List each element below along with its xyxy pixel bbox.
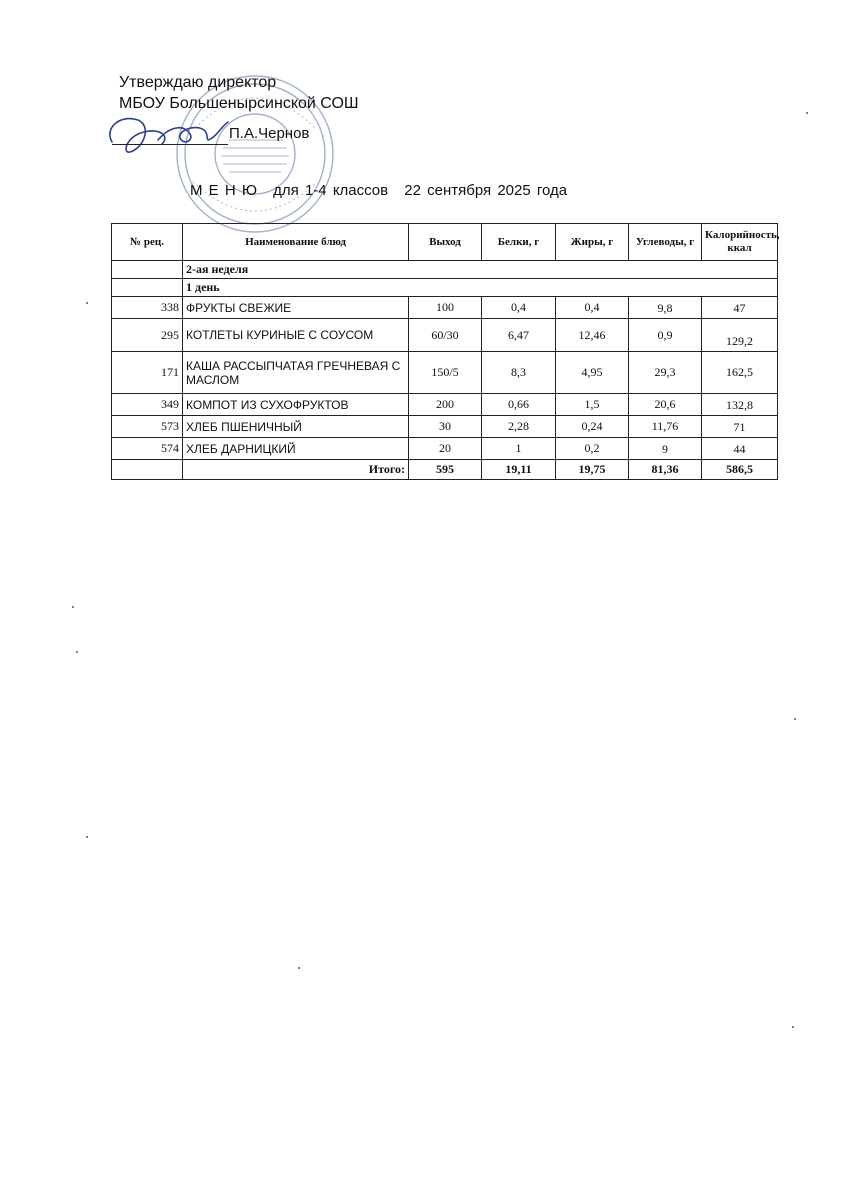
cell-fat: 0,24 — [556, 416, 629, 438]
cell-protein: 0,4 — [482, 297, 556, 319]
week-row — [112, 261, 778, 279]
cell-calories: 129,2 — [702, 319, 778, 352]
total-row — [112, 460, 778, 480]
cell-output: 100 — [409, 297, 482, 319]
table-header-row — [112, 224, 778, 261]
scan-speck — [76, 651, 78, 653]
col-header-protein: Белки, г — [482, 224, 556, 261]
cell-carbs: 9,8 — [629, 297, 702, 319]
cell-dish: ФРУКТЫ СВЕЖИЕ — [183, 297, 409, 319]
cell-dish: ХЛЕБ ПШЕНИЧНЫЙ — [183, 416, 409, 438]
col-header-output: Выход — [409, 224, 482, 261]
scan-speck — [792, 1026, 794, 1028]
director-name: П.А.Чернов — [229, 125, 310, 142]
scan-speck — [806, 112, 808, 114]
scan-speck — [86, 836, 88, 838]
cell-protein: 2,28 — [482, 416, 556, 438]
approval-block — [119, 72, 359, 114]
day-row-blank — [112, 279, 183, 297]
total-protein: 19,11 — [482, 460, 556, 480]
cell-calories: 162,5 — [702, 352, 778, 394]
cell-recipe: 574 — [112, 438, 183, 460]
cell-output: 150/5 — [409, 352, 482, 394]
cell-protein: 8,3 — [482, 352, 556, 394]
col-header-recipe: № рец. — [112, 224, 183, 261]
cell-output: 30 — [409, 416, 482, 438]
cell-dish: ХЛЕБ ДАРНИЦКИЙ — [183, 438, 409, 460]
col-header-carbs: Углеводы, г — [629, 224, 702, 261]
cell-fat: 1,5 — [556, 394, 629, 416]
table-row — [112, 319, 778, 352]
cell-carbs: 20,6 — [629, 394, 702, 416]
cell-dish: КАША РАССЫПЧАТАЯ ГРЕЧНЕВАЯ С МАСЛОМ — [183, 352, 409, 394]
total-carbs: 81,36 — [629, 460, 702, 480]
scan-speck — [72, 606, 74, 608]
table-row — [112, 297, 778, 319]
cell-protein: 0,66 — [482, 394, 556, 416]
cell-carbs: 29,3 — [629, 352, 702, 394]
cell-calories: 44 — [702, 438, 778, 460]
scan-speck — [86, 302, 88, 304]
school-name: МБОУ Большенырсинской СОШ — [119, 95, 359, 112]
menu-date: 22 сентября 2025 года — [404, 182, 568, 199]
menu-grade-range: для 1-4 классов — [273, 182, 389, 199]
cell-output: 200 — [409, 394, 482, 416]
cell-dish: КОТЛЕТЫ КУРИНЫЕ С СОУСОМ — [183, 319, 409, 352]
menu-title — [190, 182, 577, 199]
col-header-dish: Наименование блюд — [183, 224, 409, 261]
cell-dish: КОМПОТ ИЗ СУХОФРУКТОВ — [183, 394, 409, 416]
total-fat: 19,75 — [556, 460, 629, 480]
cell-output: 20 — [409, 438, 482, 460]
day-label: 1 день — [183, 279, 778, 297]
week-row-blank — [112, 261, 183, 279]
cell-recipe: 338 — [112, 297, 183, 319]
total-blank — [112, 460, 183, 480]
cell-protein: 1 — [482, 438, 556, 460]
approval-title: Утверждаю директор — [119, 74, 277, 91]
menu-word: М Е Н Ю — [190, 182, 257, 199]
cell-protein: 6,47 — [482, 319, 556, 352]
total-label: Итого: — [183, 460, 409, 480]
cell-fat: 12,46 — [556, 319, 629, 352]
scan-speck — [794, 718, 796, 720]
col-header-fat: Жиры, г — [556, 224, 629, 261]
menu-table — [111, 223, 778, 480]
table-row — [112, 438, 778, 460]
cell-calories: 47 — [702, 297, 778, 319]
cell-recipe: 295 — [112, 319, 183, 352]
total-calories: 586,5 — [702, 460, 778, 480]
cell-fat: 4,95 — [556, 352, 629, 394]
table-row — [112, 416, 778, 438]
cell-recipe: 573 — [112, 416, 183, 438]
scan-speck — [298, 967, 300, 969]
cell-recipe: 349 — [112, 394, 183, 416]
cell-fat: 0,2 — [556, 438, 629, 460]
cell-calories: 132,8 — [702, 394, 778, 416]
week-label: 2-ая неделя — [183, 261, 778, 279]
signature-line — [112, 144, 228, 145]
cell-output: 60/30 — [409, 319, 482, 352]
cell-recipe: 171 — [112, 352, 183, 394]
col-header-calories: Калорийность, ккал — [702, 224, 778, 261]
cell-calories: 71 — [702, 416, 778, 438]
cell-fat: 0,4 — [556, 297, 629, 319]
cell-carbs: 9 — [629, 438, 702, 460]
table-row — [112, 394, 778, 416]
cell-carbs: 0,9 — [629, 319, 702, 352]
day-row — [112, 279, 778, 297]
total-output: 595 — [409, 460, 482, 480]
table-row — [112, 352, 778, 394]
cell-carbs: 11,76 — [629, 416, 702, 438]
